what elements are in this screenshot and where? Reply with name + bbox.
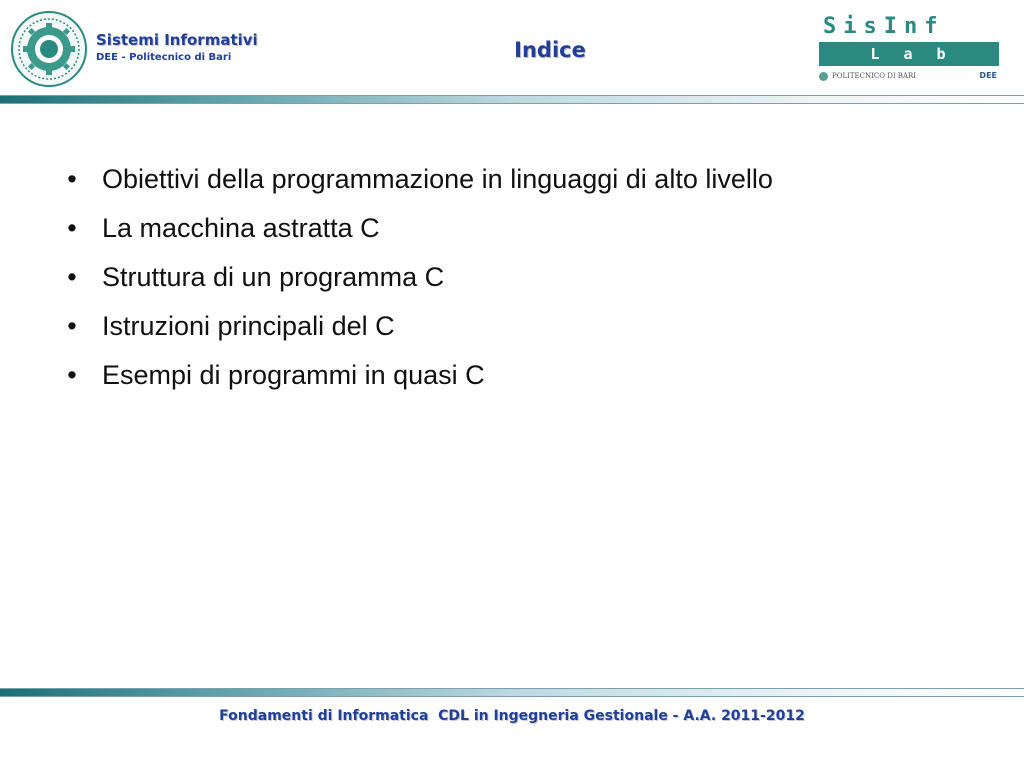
brand-title: Sistemi Informativi — [96, 31, 258, 49]
bullet-text: Istruzioni principali del C — [102, 311, 395, 341]
lab-logo-row3 — [819, 70, 999, 82]
lab-logo-row2: Lab — [819, 42, 999, 66]
slide-footer: Fondamenti di Informatica CDL in Ingegneria Gestionale - A.A. 2011-2012 — [219, 708, 805, 724]
gear-icon — [819, 72, 828, 81]
brand-subtitle: DEE - Politecnico di Bari — [96, 52, 232, 63]
list-item — [62, 256, 1002, 305]
bullet-icon: • — [67, 262, 77, 292]
university-seal-icon — [10, 10, 88, 88]
bullet-icon: • — [67, 164, 77, 194]
slide-title: Indice — [514, 38, 586, 62]
list-item — [62, 207, 1002, 256]
bullet-icon: • — [67, 360, 77, 390]
list-item — [62, 305, 1002, 354]
bullet-text: Obiettivi della programmazione in linguaggi di alto livello — [102, 164, 773, 194]
header-divider-band — [0, 95, 1024, 104]
sisinf-lab-logo — [817, 14, 999, 84]
footer-divider-band — [0, 688, 1024, 697]
lab-logo-dee: DEE — [979, 71, 997, 80]
bullet-list — [62, 158, 1002, 403]
bullet-text: La macchina astratta C — [102, 213, 380, 243]
lab-logo-institution: POLITECNICO DI BARI — [832, 72, 917, 80]
slide-body — [62, 158, 1002, 403]
list-item — [62, 354, 1002, 403]
list-item — [62, 158, 1002, 207]
bullet-text: Esempi di programmi in quasi C — [102, 360, 485, 390]
lab-logo-row1: SisInf — [823, 14, 945, 39]
slide-header — [0, 0, 1024, 96]
bullet-text: Struttura di un programma C — [102, 262, 445, 292]
bullet-icon: • — [67, 311, 77, 341]
bullet-icon: • — [67, 213, 77, 243]
